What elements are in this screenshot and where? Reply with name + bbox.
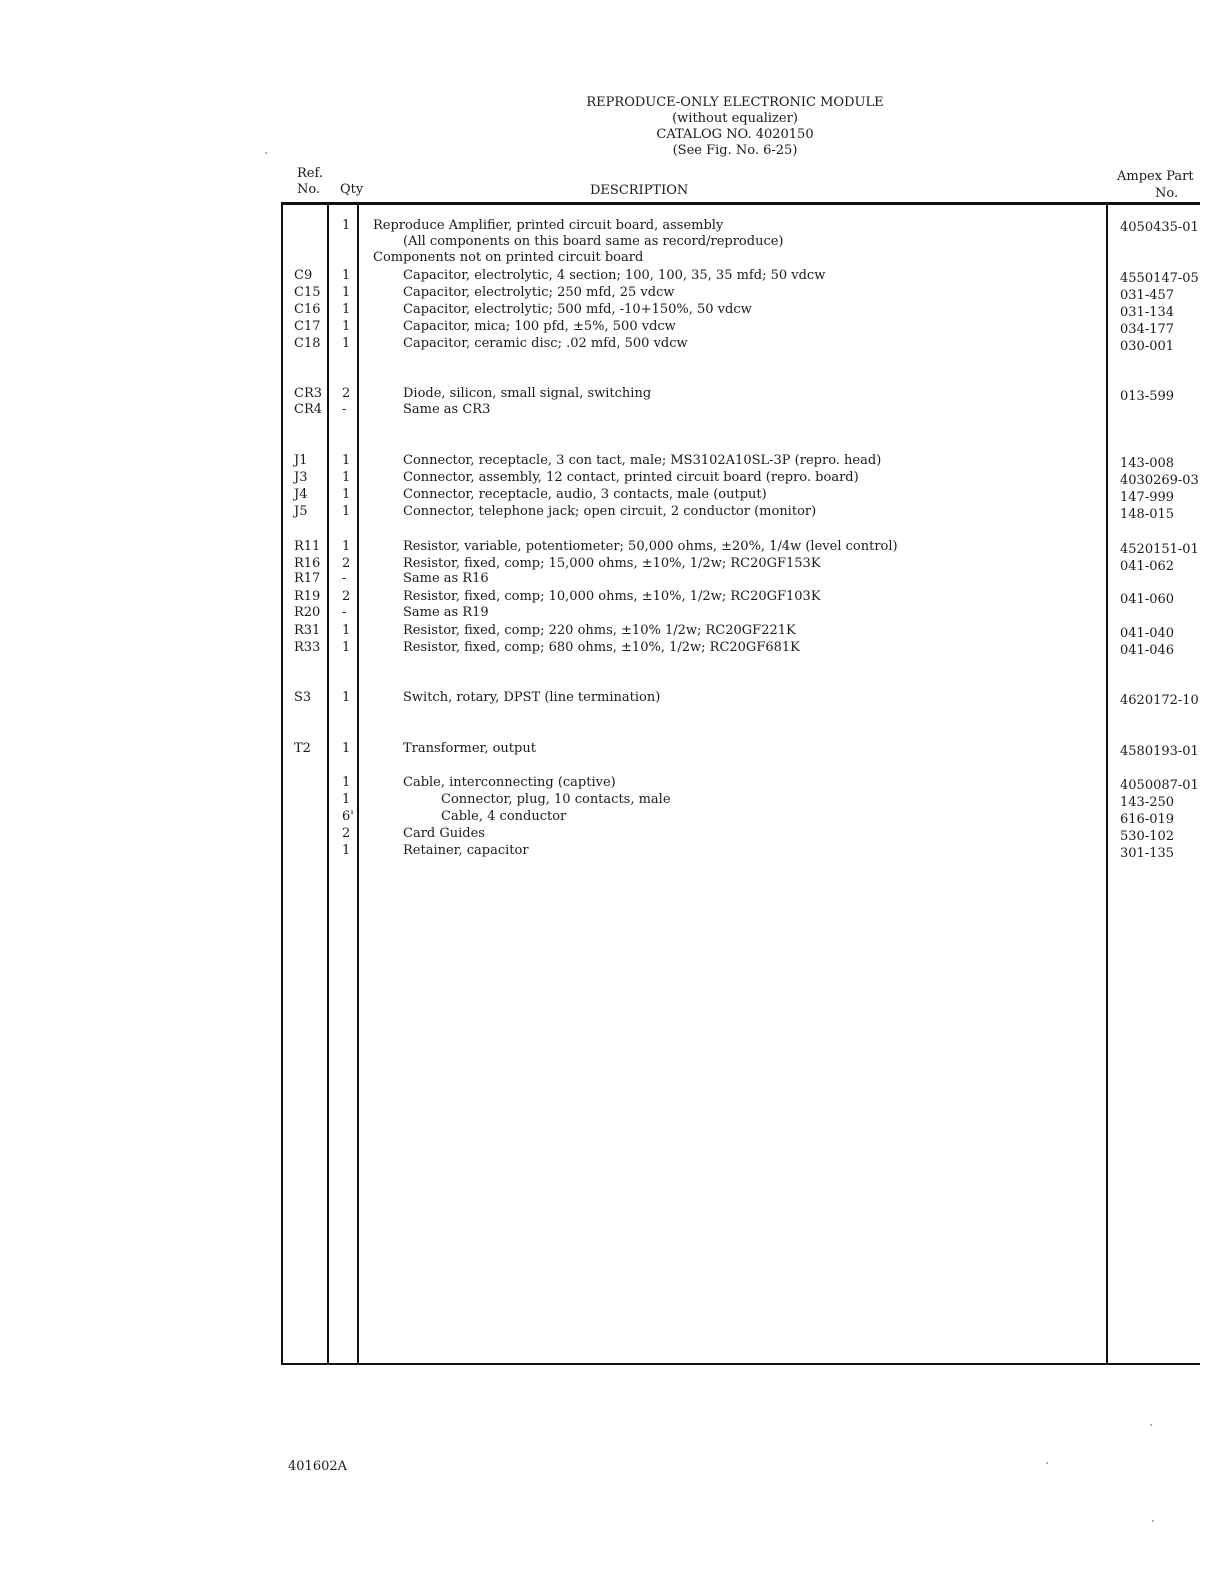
row-description: (All components on this board same as record/reproduce) <box>403 234 784 249</box>
row-description: Connector, receptacle, 3 con tact, male; MS3102A10SL-3P (repro. head) <box>403 453 882 468</box>
scan-speck <box>1150 1424 1152 1426</box>
row-part-number: 034-177 <box>1120 322 1175 337</box>
module-title: REPRODUCE-ONLY ELECTRONIC MODULE <box>586 95 884 110</box>
row-part-number: 030-001 <box>1120 339 1175 354</box>
row-qty: 1 <box>342 453 351 468</box>
row-qty: - <box>342 571 347 586</box>
row-description: Resistor, fixed, comp; 680 ohms, ±10%, 1/2w; RC20GF681K <box>403 640 800 655</box>
row-ref: J4 <box>294 487 308 502</box>
row-ref: T2 <box>294 741 311 756</box>
row-qty: 2 <box>342 826 351 841</box>
row-description: Connector, assembly, 12 contact, printed circuit board (repro. board) <box>403 470 859 485</box>
row-qty: 1 <box>342 504 351 519</box>
row-part-number: 4050087-01 <box>1120 778 1199 793</box>
row-ref: R20 <box>294 605 321 620</box>
row-qty: 1 <box>342 792 351 807</box>
module-subtitle: (without equalizer) <box>672 111 798 126</box>
row-part-number: 143-250 <box>1120 795 1175 810</box>
column-header-description: DESCRIPTION <box>590 183 689 198</box>
row-part-number: 013-599 <box>1120 389 1175 404</box>
catalog-number: CATALOG NO. 4020150 <box>656 127 814 142</box>
row-ref: R31 <box>294 623 321 638</box>
row-description: Same as R16 <box>403 571 489 586</box>
row-description: Switch, rotary, DPST (line termination) <box>403 690 661 705</box>
row-part-number: 4620172-10 <box>1120 693 1199 708</box>
row-part-number: 143-008 <box>1120 456 1175 471</box>
row-description: Capacitor, electrolytic, 4 section; 100, 100, 35, 35 mfd; 50 vdcw <box>403 268 826 283</box>
row-part-number: 4050435-01 <box>1120 220 1199 235</box>
row-qty: 1 <box>342 319 351 334</box>
row-ref: CR3 <box>294 386 323 401</box>
page-identifier: 401602A <box>288 1459 348 1474</box>
row-qty: 1 <box>342 268 351 283</box>
row-description: Capacitor, mica; 100 pfd, ±5%, 500 vdcw <box>403 319 676 334</box>
row-description: Cable, interconnecting (captive) <box>403 775 616 790</box>
row-part-number: 041-040 <box>1120 626 1175 641</box>
row-part-number: 148-015 <box>1120 507 1175 522</box>
row-description: Resistor, fixed, comp; 15,000 ohms, ±10%, 1/2w; RC20GF153K <box>403 556 821 571</box>
row-ref: R19 <box>294 589 321 604</box>
ref-qty-divider <box>327 202 329 1365</box>
row-description: Resistor, fixed, comp; 220 ohms, ±10% 1/2w; RC20GF221K <box>403 623 796 638</box>
row-qty: 1 <box>342 640 351 655</box>
row-description: Cable, 4 conductor <box>441 809 567 824</box>
row-ref: J3 <box>294 470 308 485</box>
column-header-part-line1: Ampex Part <box>1117 169 1194 184</box>
row-qty: - <box>342 402 347 417</box>
row-description: Transformer, output <box>403 741 536 756</box>
column-header-part-line2: No. <box>1155 186 1179 201</box>
row-qty: 1 <box>342 690 351 705</box>
row-qty: 1 <box>342 470 351 485</box>
row-description: Reproduce Amplifier, printed circuit board, assembly <box>373 218 724 233</box>
row-description: Connector, receptacle, audio, 3 contacts, male (output) <box>403 487 767 502</box>
column-header-qty: Qty <box>340 182 364 197</box>
row-part-number: 301-135 <box>1120 846 1175 861</box>
row-part-number: 147-999 <box>1120 490 1175 505</box>
row-ref: R33 <box>294 640 321 655</box>
row-qty: 1 <box>342 218 351 233</box>
row-qty: 1 <box>342 285 351 300</box>
row-qty: 1 <box>342 336 351 351</box>
column-header-ref-line2: No. <box>297 182 321 197</box>
row-part-number: 041-062 <box>1120 559 1175 574</box>
row-description: Connector, telephone jack; open circuit, 2 conductor (monitor) <box>403 504 817 519</box>
scan-speck <box>1046 1462 1048 1464</box>
row-description: Diode, silicon, small signal, switching <box>403 386 652 401</box>
row-part-number: 041-060 <box>1120 592 1175 607</box>
row-part-number: 4550147-05 <box>1120 271 1199 286</box>
row-part-number: 4520151-01 <box>1120 542 1199 557</box>
row-description: Capacitor, electrolytic; 500 mfd, -10+150%, 50 vdcw <box>403 302 752 317</box>
parts-table <box>281 202 1200 1365</box>
row-qty: 2 <box>342 386 351 401</box>
figure-reference: (See Fig. No. 6-25) <box>672 143 798 158</box>
row-qty: 1 <box>342 487 351 502</box>
row-description: Capacitor, ceramic disc; .02 mfd, 500 vdcw <box>403 336 688 351</box>
row-description: Resistor, fixed, comp; 10,000 ohms, ±10%, 1/2w; RC20GF103K <box>403 589 821 604</box>
row-qty: 1 <box>342 741 351 756</box>
row-description: Capacitor, electrolytic; 250 mfd, 25 vdcw <box>403 285 675 300</box>
document-heading <box>480 95 990 159</box>
row-ref: C16 <box>294 302 321 317</box>
row-part-number: 031-134 <box>1120 305 1175 320</box>
row-qty: 6' <box>342 809 354 824</box>
row-description: Same as CR3 <box>403 402 491 417</box>
row-ref: J5 <box>294 504 308 519</box>
row-ref: C9 <box>294 268 313 283</box>
table-bottom-rule <box>281 1363 1200 1365</box>
table-top-rule <box>281 202 1200 205</box>
row-ref: R11 <box>294 539 321 554</box>
row-qty: - <box>342 605 347 620</box>
row-qty: 1 <box>342 302 351 317</box>
column-header-ref-line1: Ref. <box>297 166 323 181</box>
row-ref: C18 <box>294 336 321 351</box>
table-left-rule <box>281 202 283 1365</box>
row-part-number: 4580193-01 <box>1120 744 1199 759</box>
row-description: Retainer, capacitor <box>403 843 529 858</box>
row-ref: R17 <box>294 571 321 586</box>
row-description: Card Guides <box>403 826 485 841</box>
row-part-number: 4030269-03 <box>1120 473 1199 488</box>
scan-speck <box>265 152 267 154</box>
row-qty: 1 <box>342 539 351 554</box>
row-qty: 1 <box>342 623 351 638</box>
row-part-number: 041-046 <box>1120 643 1175 658</box>
row-qty: 2 <box>342 589 351 604</box>
row-ref: CR4 <box>294 402 323 417</box>
row-part-number: 530-102 <box>1120 829 1175 844</box>
row-qty: 1 <box>342 775 351 790</box>
row-description: Resistor, variable, potentiometer; 50,000 ohms, ±20%, 1/4w (level control) <box>403 539 898 554</box>
description-part-divider <box>1106 202 1108 1365</box>
row-ref: S3 <box>294 690 312 705</box>
row-description: Components not on printed circuit board <box>373 250 644 265</box>
row-description: Connector, plug, 10 contacts, male <box>441 792 671 807</box>
row-part-number: 031-457 <box>1120 288 1175 303</box>
scan-speck <box>1152 1520 1154 1522</box>
row-ref: C17 <box>294 319 321 334</box>
row-description: Same as R19 <box>403 605 489 620</box>
row-ref: C15 <box>294 285 321 300</box>
row-ref: R16 <box>294 556 321 571</box>
qty-description-divider <box>357 202 359 1365</box>
row-part-number: 616-019 <box>1120 812 1175 827</box>
row-qty: 2 <box>342 556 351 571</box>
row-ref: J1 <box>294 453 308 468</box>
row-qty: 1 <box>342 843 351 858</box>
